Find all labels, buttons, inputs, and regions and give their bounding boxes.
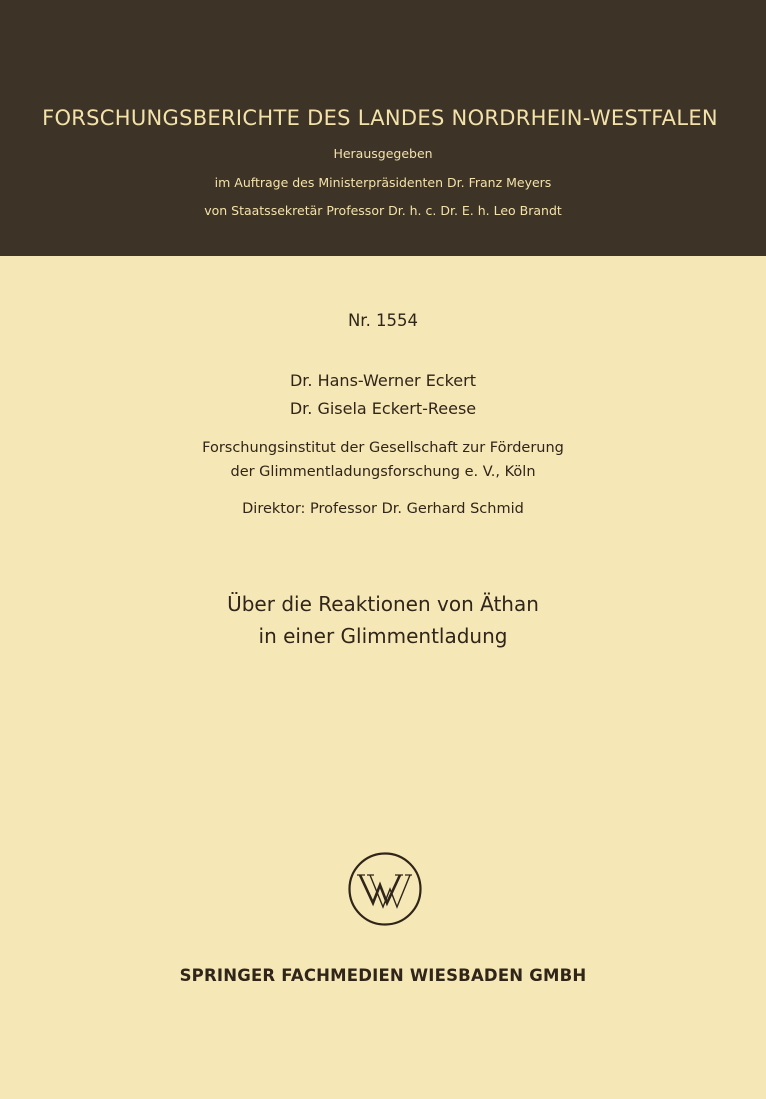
book-title-line: in einer Glimmentladung [258,624,508,648]
author: Dr. Gisela Eckert-Reese [289,399,477,418]
institute-line: der Glimmentladungsforschung e. V., Köln [230,464,536,480]
editor-line: im Auftrage des Ministerpräsidenten Dr. Franz Meyers [214,175,552,190]
book-title-line: Über die Reaktionen von Äthan [227,592,539,616]
editor-line: von Staatssekretär Professor Dr. h. c. Dr. E. h. Leo Brandt [204,203,562,218]
publisher-name: SPRINGER FACHMEDIEN WIESBADEN GMBH [179,966,587,985]
editor-line: Herausgegeben [333,146,433,161]
report-number: Nr. 1554 [347,311,419,330]
director: Direktor: Professor Dr. Gerhard Schmid [242,501,524,517]
header-band [0,0,766,256]
institute-line: Forschungsinstitut der Gesellschaft zur Förderung [202,440,564,456]
author: Dr. Hans-Werner Eckert [289,371,476,390]
publisher-logo-icon [347,851,423,927]
series-title: FORSCHUNGSBERICHTE DES LANDES NORDRHEIN-WESTFALEN [42,106,718,130]
